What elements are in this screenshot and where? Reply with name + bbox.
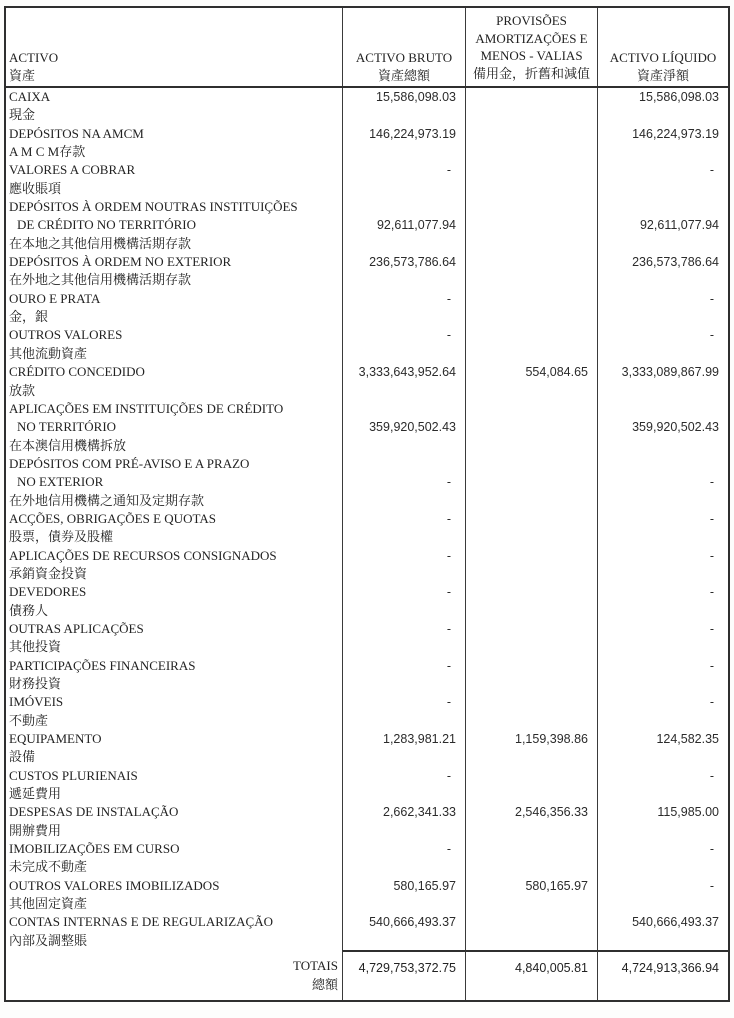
provisoes-value-cell <box>465 455 597 510</box>
liquido-value-cell <box>597 767 728 804</box>
bruto-value-cell <box>342 161 465 198</box>
asset-label-pt: CUSTOS PLURIENAIS <box>9 767 138 783</box>
asset-label-cell <box>6 547 342 584</box>
bruto-value-cell: 1,283,981.21 <box>342 730 465 767</box>
asset-label-pt: PARTICIPAÇÕES FINANCEIRAS <box>9 657 196 673</box>
provisoes-value-cell <box>465 290 597 327</box>
asset-label-cell <box>6 161 342 198</box>
nil-dash: - <box>446 511 451 526</box>
provisoes-value-cell <box>465 657 597 694</box>
liquido-value-cell: 115,985.00 <box>597 803 728 840</box>
asset-label-cell <box>6 657 342 694</box>
asset-label-cn: 承銷資金投資 <box>9 565 88 581</box>
asset-label-cell <box>6 583 342 620</box>
table-row <box>6 803 728 840</box>
nil-dash: - <box>709 842 714 857</box>
asset-label-cn: 不動產 <box>9 712 49 728</box>
asset-label-cell <box>6 693 342 730</box>
table-row <box>6 840 728 877</box>
liquido-value-cell <box>597 693 728 730</box>
table-row <box>6 125 728 162</box>
bruto-value-cell: 3,333,643,952.64 <box>342 363 465 400</box>
asset-label-pt: OURO E PRATA <box>9 290 101 306</box>
asset-label-pt: IMOBILIZAÇÕES EM CURSO <box>9 841 180 857</box>
nil-dash: - <box>446 291 451 306</box>
nil-dash: - <box>709 621 714 636</box>
nil-dash: - <box>446 768 451 783</box>
provisoes-value-cell <box>465 840 597 877</box>
totals-bruto-value: 4,729,753,372.75 <box>342 950 465 1000</box>
liquido-value-cell: 236,573,786.64 <box>597 253 728 290</box>
nil-dash: - <box>709 585 714 600</box>
asset-label-cn: 股票，債券及股權 <box>9 529 114 545</box>
provisoes-value-cell <box>465 583 597 620</box>
asset-label-cell <box>6 455 342 510</box>
table-row <box>6 363 728 400</box>
bruto-value-cell <box>342 767 465 804</box>
bruto-value-cell: 580,165.97 <box>342 877 465 914</box>
asset-label-pt: NO TERRITÓRIO <box>17 419 117 435</box>
asset-label-pt: NO EXTERIOR <box>17 474 104 490</box>
nil-dash: - <box>709 328 714 343</box>
asset-label-cn: 在本地之其他信用機構活期存款 <box>9 235 192 251</box>
nil-dash: - <box>446 585 451 600</box>
nil-dash: - <box>709 291 714 306</box>
liquido-value-cell: 92,611,077.94 <box>597 198 728 253</box>
asset-label-pt: ACÇÕES, OBRIGAÇÕES E QUOTAS <box>9 510 216 526</box>
provisoes-value-cell <box>465 253 597 290</box>
provisoes-value-cell <box>465 161 597 198</box>
provisoes-value-cell <box>465 400 597 455</box>
header-activo <box>6 8 342 86</box>
nil-dash: - <box>446 695 451 710</box>
totals-provisoes-value: 4,840,005.81 <box>465 950 597 1000</box>
asset-label-cn: 在外地之其他信用機構活期存款 <box>9 272 192 288</box>
provisoes-value-cell <box>465 125 597 162</box>
asset-label-pt: EQUIPAMENTO <box>9 731 102 747</box>
asset-label-cell <box>6 877 342 914</box>
table-header-row <box>6 8 728 88</box>
asset-label-pt: OUTROS VALORES <box>9 327 123 343</box>
liquido-value-cell <box>597 161 728 198</box>
nil-dash: - <box>446 842 451 857</box>
bruto-value-cell: 2,662,341.33 <box>342 803 465 840</box>
asset-label-cell <box>6 363 342 400</box>
provisoes-value-cell: 554,084.65 <box>465 363 597 400</box>
table-row <box>6 88 728 125</box>
nil-dash: - <box>709 878 714 893</box>
asset-label-cell <box>6 510 342 547</box>
asset-label-cn: 內部及調整賬 <box>9 932 88 948</box>
table-row <box>6 510 728 547</box>
asset-label-pt: DEPÓSITOS À ORDEM NOUTRAS INSTITUIÇÕES <box>9 199 298 215</box>
totals-label <box>6 950 342 1000</box>
asset-label-cell <box>6 620 342 657</box>
liquido-value-cell <box>597 510 728 547</box>
asset-label-cell <box>6 400 342 455</box>
bruto-value-cell <box>342 547 465 584</box>
bruto-value-cell: 146,224,973.19 <box>342 125 465 162</box>
totals-row <box>6 950 728 1000</box>
bruto-value-cell: 15,586,098.03 <box>342 88 465 125</box>
provisoes-value-cell <box>465 326 597 363</box>
table-row <box>6 620 728 657</box>
table-row <box>6 913 728 950</box>
bruto-value-cell: 92,611,077.94 <box>342 198 465 253</box>
bruto-value-cell <box>342 326 465 363</box>
asset-label-cell <box>6 326 342 363</box>
totals-liquido-value: 4,724,913,366.94 <box>597 950 728 1000</box>
table-row <box>6 877 728 914</box>
bruto-value-cell: 236,573,786.64 <box>342 253 465 290</box>
asset-label-cell <box>6 198 342 253</box>
header-provisoes-line2: AMORTIZAÇÕES E <box>475 30 588 46</box>
table-row <box>6 657 728 694</box>
nil-dash: - <box>709 695 714 710</box>
totals-label-cn: 總額 <box>311 976 338 992</box>
asset-label-cn: 債務人 <box>9 602 49 618</box>
header-provisoes-line1: PROVISÕES <box>496 13 567 28</box>
asset-label-cn: 開辦費用 <box>9 822 62 838</box>
table-row <box>6 583 728 620</box>
asset-label-cn: 金，銀 <box>9 309 49 325</box>
table-body <box>6 88 728 950</box>
header-activo-liquido <box>597 8 728 86</box>
table-row <box>6 455 728 510</box>
asset-label-cn: 放款 <box>9 382 36 398</box>
header-provisoes <box>465 8 597 86</box>
bruto-value-cell <box>342 620 465 657</box>
asset-label-cn: 其他投資 <box>9 639 62 655</box>
nil-dash: - <box>446 475 451 490</box>
asset-label-cn: 其他流動資產 <box>9 345 88 361</box>
nil-dash: - <box>446 163 451 178</box>
bruto-value-cell <box>342 693 465 730</box>
provisoes-value-cell <box>465 547 597 584</box>
asset-label-pt: DESPESAS DE INSTALAÇÃO <box>9 804 179 820</box>
table-row <box>6 290 728 327</box>
asset-label-pt: DEPÓSITOS COM PRÉ-AVISO E A PRAZO <box>9 455 250 471</box>
header-activo-bruto-cn: 資產總額 <box>377 67 430 83</box>
asset-label-cell <box>6 730 342 767</box>
header-provisoes-cn: 備用金，折舊和減值 <box>472 65 590 81</box>
nil-dash: - <box>709 511 714 526</box>
header-activo-cn: 資產 <box>9 67 36 83</box>
totals-label-pt: TOTAIS <box>293 958 338 974</box>
table-row <box>6 326 728 363</box>
bruto-value-cell <box>342 657 465 694</box>
provisoes-value-cell: 2,546,356.33 <box>465 803 597 840</box>
asset-label-cn: 其他固定資產 <box>9 896 88 912</box>
asset-label-cell <box>6 840 342 877</box>
asset-label-pt: DEVEDORES <box>9 584 87 600</box>
liquido-value-cell: 359,920,502.43 <box>597 400 728 455</box>
asset-label-pt: CAIXA <box>9 89 51 104</box>
asset-label-cn: 財務投資 <box>9 676 62 691</box>
asset-label-cell <box>6 767 342 804</box>
asset-label-pt: APLICAÇÕES DE RECURSOS CONSIGNADOS <box>9 547 277 563</box>
liquido-value-cell <box>597 620 728 657</box>
nil-dash: - <box>709 658 714 673</box>
table-row <box>6 547 728 584</box>
asset-label-cell <box>6 803 342 840</box>
liquido-value-cell <box>597 583 728 620</box>
liquido-value-cell: 3,333,089,867.99 <box>597 363 728 400</box>
nil-dash: - <box>446 548 451 563</box>
liquido-value-cell <box>597 657 728 694</box>
nil-dash: - <box>446 621 451 636</box>
provisoes-value-cell <box>465 88 597 125</box>
asset-label-cn: 設備 <box>9 749 36 765</box>
asset-label-cn: 在外地信用機構之通知及定期存款 <box>9 492 205 508</box>
bruto-value-cell <box>342 290 465 327</box>
provisoes-value-cell <box>465 693 597 730</box>
provisoes-value-cell: 580,165.97 <box>465 877 597 914</box>
asset-label-cn: 在本澳信用機構拆放 <box>9 437 127 453</box>
table-row <box>6 400 728 455</box>
asset-label-cn: 遞延費用 <box>9 786 62 802</box>
provisoes-value-cell: 1,159,398.86 <box>465 730 597 767</box>
asset-label-cn: A M C M存款 <box>9 144 86 160</box>
nil-dash: - <box>446 328 451 343</box>
nil-dash: - <box>446 658 451 673</box>
nil-dash: - <box>709 163 714 178</box>
bruto-value-cell <box>342 455 465 510</box>
liquido-value-cell: 540,666,493.37 <box>597 913 728 950</box>
asset-label-pt: OUTROS VALORES IMOBILIZADOS <box>9 877 220 893</box>
asset-label-pt: APLICAÇÕES EM INSTITUIÇÕES DE CRÉDITO <box>9 400 284 416</box>
asset-label-pt: DE CRÉDITO NO TERRITÓRIO <box>17 217 196 233</box>
nil-dash: - <box>709 548 714 563</box>
asset-label-cell <box>6 913 342 950</box>
asset-label-cell <box>6 88 342 125</box>
provisoes-value-cell <box>465 510 597 547</box>
asset-label-pt: DEPÓSITOS À ORDEM NO EXTERIOR <box>9 254 232 270</box>
table-row <box>6 253 728 290</box>
liquido-value-cell: 15,586,098.03 <box>597 88 728 125</box>
bruto-value-cell: 359,920,502.43 <box>342 400 465 455</box>
header-activo-bruto <box>342 8 465 86</box>
nil-dash: - <box>709 768 714 783</box>
provisoes-value-cell <box>465 198 597 253</box>
header-provisoes-line3: MENOS - VALIAS <box>480 48 583 63</box>
liquido-value-cell <box>597 326 728 363</box>
bruto-value-cell <box>342 510 465 547</box>
table-row <box>6 198 728 253</box>
provisoes-value-cell <box>465 913 597 950</box>
header-activo-liquido-cn: 資產淨額 <box>636 67 689 83</box>
asset-label-pt: DEPÓSITOS NA AMCM <box>9 125 144 141</box>
table-row <box>6 730 728 767</box>
asset-label-pt: VALORES A COBRAR <box>9 162 136 178</box>
asset-label-cn: 現金 <box>9 107 36 123</box>
asset-label-cell <box>6 290 342 327</box>
asset-label-pt: CRÉDITO CONCEDIDO <box>9 364 145 380</box>
nil-dash: - <box>709 475 714 490</box>
liquido-value-cell: 146,224,973.19 <box>597 125 728 162</box>
asset-label-cn: 未完成不動產 <box>9 859 88 875</box>
balance-sheet-table <box>4 6 730 1002</box>
asset-label-cell <box>6 125 342 162</box>
asset-label-cell <box>6 253 342 290</box>
liquido-value-cell <box>597 547 728 584</box>
header-activo-liquido-pt: ACTIVO LÍQUIDO <box>609 50 717 65</box>
asset-label-pt: IMÓVEIS <box>9 694 64 710</box>
liquido-value-cell <box>597 840 728 877</box>
asset-label-cn: 應收賬項 <box>9 180 62 196</box>
liquido-value-cell <box>597 877 728 914</box>
asset-label-pt: OUTRAS APLICAÇÕES <box>9 620 144 636</box>
header-activo-bruto-pt: ACTIVO BRUTO <box>355 50 453 65</box>
bruto-value-cell <box>342 840 465 877</box>
table-row <box>6 767 728 804</box>
provisoes-value-cell <box>465 620 597 657</box>
bruto-value-cell: 540,666,493.37 <box>342 913 465 950</box>
table-row <box>6 161 728 198</box>
table-row <box>6 693 728 730</box>
bruto-value-cell <box>342 583 465 620</box>
liquido-value-cell <box>597 455 728 510</box>
header-activo-pt: ACTIVO <box>9 50 59 65</box>
provisoes-value-cell <box>465 767 597 804</box>
liquido-value-cell <box>597 290 728 327</box>
asset-label-pt: CONTAS INTERNAS E DE REGULARIZAÇÃO <box>9 914 274 930</box>
liquido-value-cell: 124,582.35 <box>597 730 728 767</box>
